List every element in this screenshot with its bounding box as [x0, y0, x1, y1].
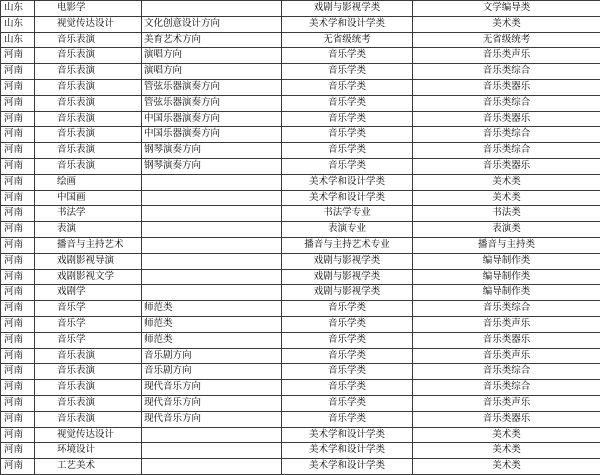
table-row: [1, 364, 600, 380]
table-row: [1, 1, 600, 17]
direction-cell: 现代音乐方向: [142, 411, 282, 427]
direction-cell: 演唱方向: [142, 64, 282, 80]
province-cell: 山东: [1, 16, 35, 32]
province-cell: 河南: [1, 380, 35, 396]
table-row: [1, 348, 600, 364]
exam-category-cell: 音乐学类: [282, 48, 413, 64]
major-cell: 音乐表演: [35, 48, 142, 64]
major-cell: 播音与主持艺术: [35, 237, 142, 253]
exam-category-cell: 戏剧与影视学类: [282, 285, 413, 301]
exam-category-cell: 美术学和设计学类: [282, 174, 413, 190]
table-row: [1, 143, 600, 159]
table-row: [1, 95, 600, 111]
admission-type-cell: 播音与主持类: [413, 237, 600, 253]
direction-cell: 演唱方向: [142, 48, 282, 64]
exam-category-cell: 无省级统考: [282, 32, 413, 48]
table-row: [1, 16, 600, 32]
admission-type-cell: 音乐类综合: [413, 143, 600, 159]
direction-cell: [142, 206, 282, 222]
direction-cell: [142, 459, 282, 475]
exam-category-cell: 播音与主持艺术专业: [282, 237, 413, 253]
exam-category-cell: 美术学和设计学类: [282, 443, 413, 459]
direction-cell: 管弦乐器演奏方向: [142, 79, 282, 95]
province-cell: 河南: [1, 222, 35, 238]
major-cell: 中国画: [35, 190, 142, 206]
province-cell: 河南: [1, 48, 35, 64]
province-cell: 河南: [1, 316, 35, 332]
province-cell: 河南: [1, 64, 35, 80]
province-cell: 河南: [1, 111, 35, 127]
major-cell: 音乐表演: [35, 158, 142, 174]
direction-cell: 现代音乐方向: [142, 395, 282, 411]
admission-type-cell: 音乐类综合: [413, 364, 600, 380]
major-cell: 音乐表演: [35, 364, 142, 380]
major-cell: 音乐表演: [35, 348, 142, 364]
exam-category-cell: 音乐学类: [282, 158, 413, 174]
major-cell: 音乐表演: [35, 395, 142, 411]
admission-type-cell: 音乐类综合: [413, 127, 600, 143]
exam-category-cell: 美术学和设计学类: [282, 16, 413, 32]
exam-category-cell: 音乐学类: [282, 411, 413, 427]
admission-type-cell: 音乐类声乐: [413, 395, 600, 411]
province-cell: 河南: [1, 253, 35, 269]
table-row: [1, 301, 600, 317]
table-row: [1, 395, 600, 411]
major-cell: 音乐表演: [35, 64, 142, 80]
direction-cell: [142, 443, 282, 459]
major-cell: 戏剧影视文学: [35, 269, 142, 285]
province-cell: 河南: [1, 190, 35, 206]
direction-cell: 中国乐器演奏方向: [142, 127, 282, 143]
province-cell: 河南: [1, 364, 35, 380]
province-cell: 山东: [1, 1, 35, 17]
admission-type-cell: 编导制作类: [413, 253, 600, 269]
major-cell: 音乐表演: [35, 111, 142, 127]
exam-category-cell: 音乐学类: [282, 95, 413, 111]
major-cell: 视觉传达设计: [35, 16, 142, 32]
major-cell: 音乐学: [35, 301, 142, 317]
province-cell: 河南: [1, 411, 35, 427]
admission-type-cell: 文学编导类: [413, 1, 600, 17]
direction-cell: [142, 427, 282, 443]
direction-cell: [142, 1, 282, 17]
admission-type-cell: 音乐类器乐: [413, 111, 600, 127]
exam-category-cell: 音乐学类: [282, 111, 413, 127]
table-row: [1, 127, 600, 143]
exam-category-cell: 美术学和设计学类: [282, 190, 413, 206]
province-cell: 河南: [1, 269, 35, 285]
admission-type-cell: 音乐类综合: [413, 95, 600, 111]
table-row: [1, 380, 600, 396]
direction-cell: [142, 285, 282, 301]
table-row: [1, 316, 600, 332]
direction-cell: 现代音乐方向: [142, 380, 282, 396]
exam-category-cell: 音乐学类: [282, 64, 413, 80]
province-cell: 河南: [1, 237, 35, 253]
admission-type-cell: 美术类: [413, 16, 600, 32]
admission-type-cell: 音乐类器乐: [413, 411, 600, 427]
admission-type-cell: 音乐类声乐: [413, 316, 600, 332]
exam-category-cell: 音乐学类: [282, 380, 413, 396]
province-cell: 河南: [1, 79, 35, 95]
admission-type-cell: 表演类: [413, 222, 600, 238]
admission-type-cell: 无省级统考: [413, 32, 600, 48]
direction-cell: [142, 190, 282, 206]
admission-type-cell: 音乐类综合: [413, 380, 600, 396]
exam-category-cell: 美术学和设计学类: [282, 427, 413, 443]
province-cell: 山东: [1, 32, 35, 48]
province-cell: 河南: [1, 285, 35, 301]
exam-category-cell: 音乐学类: [282, 127, 413, 143]
major-cell: 音乐表演: [35, 143, 142, 159]
admission-type-cell: 音乐类综合: [413, 64, 600, 80]
table-row: [1, 237, 600, 253]
exam-category-cell: 美术学和设计学类: [282, 459, 413, 475]
direction-cell: 钢琴演奏方向: [142, 158, 282, 174]
province-cell: 河南: [1, 443, 35, 459]
direction-cell: [142, 253, 282, 269]
major-cell: 工艺美术: [35, 459, 142, 475]
admission-type-cell: 音乐类器乐: [413, 79, 600, 95]
major-cell: 电影学: [35, 1, 142, 17]
table-row: [1, 459, 600, 475]
exam-category-cell: 音乐学类: [282, 79, 413, 95]
exam-category-cell: 音乐学类: [282, 143, 413, 159]
exam-category-cell: 音乐学类: [282, 395, 413, 411]
major-cell: 音乐表演: [35, 32, 142, 48]
major-cell: 环境设计: [35, 443, 142, 459]
admission-type-cell: 美术类: [413, 459, 600, 475]
major-cell: 音乐学: [35, 316, 142, 332]
province-cell: 河南: [1, 427, 35, 443]
exam-category-cell: 书法学专业: [282, 206, 413, 222]
direction-cell: [142, 222, 282, 238]
major-cell: 音乐表演: [35, 79, 142, 95]
major-cell: 音乐学: [35, 332, 142, 348]
province-cell: 河南: [1, 301, 35, 317]
exam-category-cell: 音乐学类: [282, 348, 413, 364]
table-row: [1, 253, 600, 269]
province-cell: 河南: [1, 206, 35, 222]
table-body: [1, 1, 600, 475]
province-cell: 河南: [1, 143, 35, 159]
province-cell: 河南: [1, 174, 35, 190]
direction-cell: 管弦乐器演奏方向: [142, 95, 282, 111]
admission-type-cell: 音乐类声乐: [413, 348, 600, 364]
exam-category-cell: 表演专业: [282, 222, 413, 238]
exam-category-cell: 音乐学类: [282, 332, 413, 348]
direction-cell: 中国乐器演奏方向: [142, 111, 282, 127]
major-cell: 视觉传达设计: [35, 427, 142, 443]
admission-type-cell: 美术类: [413, 443, 600, 459]
exam-category-cell: 戏剧与影视学类: [282, 269, 413, 285]
province-cell: 河南: [1, 332, 35, 348]
major-cell: 表演: [35, 222, 142, 238]
province-cell: 河南: [1, 348, 35, 364]
admission-type-cell: 音乐类声乐: [413, 48, 600, 64]
table-row: [1, 64, 600, 80]
major-cell: 戏剧学: [35, 285, 142, 301]
table-row: [1, 174, 600, 190]
exam-category-cell: 音乐学类: [282, 316, 413, 332]
province-cell: 河南: [1, 127, 35, 143]
admission-type-cell: 编导制作类: [413, 269, 600, 285]
major-cell: 音乐表演: [35, 380, 142, 396]
major-cell: 音乐表演: [35, 411, 142, 427]
direction-cell: 文化创意设计方向: [142, 16, 282, 32]
exam-category-cell: 戏剧与影视学类: [282, 1, 413, 17]
direction-cell: 师范类: [142, 316, 282, 332]
direction-cell: 美育艺术方向: [142, 32, 282, 48]
exam-category-cell: 戏剧与影视学类: [282, 253, 413, 269]
table-row: [1, 443, 600, 459]
direction-cell: [142, 237, 282, 253]
admission-type-cell: 书法类: [413, 206, 600, 222]
admission-type-cell: 美术类: [413, 427, 600, 443]
exam-category-cell: 音乐学类: [282, 364, 413, 380]
admission-type-cell: 音乐类器乐: [413, 158, 600, 174]
table-row: [1, 79, 600, 95]
province-cell: 河南: [1, 95, 35, 111]
table-row: [1, 269, 600, 285]
table-row: [1, 32, 600, 48]
table-row: [1, 427, 600, 443]
admission-type-cell: 音乐类器乐: [413, 332, 600, 348]
direction-cell: 音乐剧方向: [142, 364, 282, 380]
table-row: [1, 158, 600, 174]
table-row: [1, 285, 600, 301]
admission-type-cell: 美术类: [413, 190, 600, 206]
direction-cell: 师范类: [142, 301, 282, 317]
table-row: [1, 222, 600, 238]
table-row: [1, 411, 600, 427]
admission-type-cell: 编导制作类: [413, 285, 600, 301]
exam-category-cell: 音乐学类: [282, 301, 413, 317]
major-cell: 音乐表演: [35, 127, 142, 143]
table-row: [1, 111, 600, 127]
major-cell: 绘画: [35, 174, 142, 190]
admission-type-cell: 音乐类综合: [413, 301, 600, 317]
major-cell: 书法学: [35, 206, 142, 222]
direction-cell: [142, 269, 282, 285]
province-cell: 河南: [1, 459, 35, 475]
direction-cell: 音乐剧方向: [142, 348, 282, 364]
direction-cell: [142, 174, 282, 190]
major-cell: 音乐表演: [35, 95, 142, 111]
major-cell: 戏剧影视导演: [35, 253, 142, 269]
table-row: [1, 48, 600, 64]
direction-cell: 师范类: [142, 332, 282, 348]
province-cell: 河南: [1, 395, 35, 411]
province-cell: 河南: [1, 158, 35, 174]
direction-cell: 钢琴演奏方向: [142, 143, 282, 159]
table-row: [1, 332, 600, 348]
admission-type-cell: 美术类: [413, 174, 600, 190]
table-row: [1, 190, 600, 206]
table-row: [1, 206, 600, 222]
